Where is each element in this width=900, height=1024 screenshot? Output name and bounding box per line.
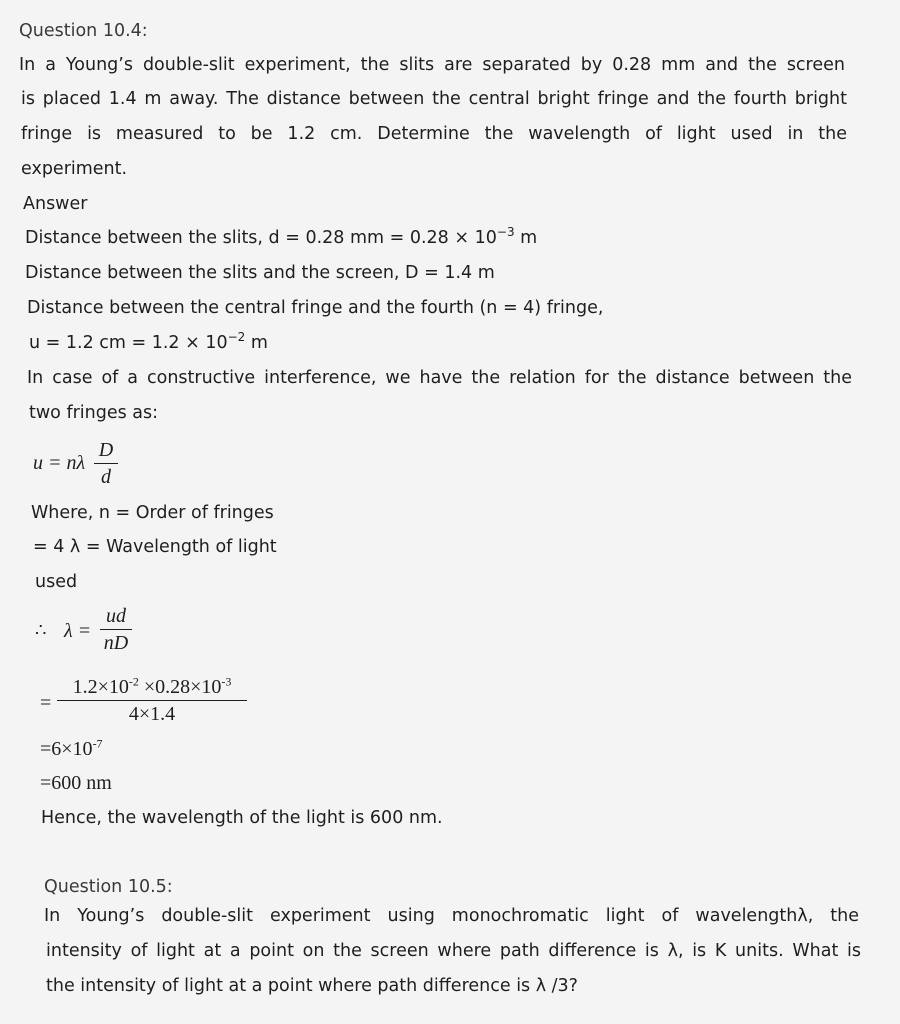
fringe-distance-line: u = 1.2 cm = $1.2 \times 10^{-2}$ m bbox=[29, 330, 268, 353]
slit-distance-line: Distance between the slits, d = 0.28 mm = $0.28 \times 10^{-3}$ m bbox=[25, 225, 538, 248]
question-text-line-1: In a Young’s double-slit experiment, the slits are separated by 0.28 mm and the screen bbox=[19, 55, 845, 75]
formula-fringe-distance-fraction: D d bbox=[94, 438, 118, 489]
therefore-symbol: ∴ bbox=[35, 620, 47, 640]
relation-text-line-1: In case of a constructive interference, we have the relation for the distance between the bbox=[27, 368, 852, 388]
order-value-line: = 4 λ = Wavelength of light bbox=[33, 537, 277, 557]
question-2-text-line-2: intensity of light at a point on the screen where path difference is λ, is K units. What is bbox=[46, 941, 861, 961]
formula-wavelength-lhs: λ = bbox=[64, 620, 92, 642]
formula-substitution-fraction: $1.2\times 10^{-2} \times 0.28\times 10^{-3}$ 4×1.4 bbox=[57, 675, 247, 726]
question-heading-2: Question 10.5: bbox=[44, 877, 173, 897]
screen-distance-line: Distance between the slits and the screen, D = 1.4 m bbox=[25, 263, 495, 283]
question-text-line-2: is placed 1.4 m away. The distance between the central bright fringe and the fourth bright bbox=[21, 89, 847, 109]
question-text-line-3: fringe is measured to be 1.2 cm. Determine the wavelength of light used in the bbox=[21, 124, 847, 144]
question-heading: Question 10.4: bbox=[19, 21, 148, 41]
formula-substitution-equals: = bbox=[40, 692, 52, 714]
question-2-text-line-1: In Young’s double-slit experiment using monochromatic light of wavelengthλ, the bbox=[44, 906, 859, 926]
where-line: Where, n = Order of fringes bbox=[31, 503, 274, 523]
fringe-distance-intro: Distance between the central fringe and the fourth (n = 4) fringe, bbox=[27, 298, 604, 318]
formula-wavelength-fraction: ud nD bbox=[100, 604, 132, 655]
question-text-line-4: experiment. bbox=[21, 159, 128, 179]
used-line: used bbox=[35, 572, 78, 592]
conclusion-line: Hence, the wavelength of the light is 600 nm. bbox=[41, 808, 443, 828]
result-nanometers: =600 nm bbox=[40, 772, 112, 794]
question-2-text-line-3: the intensity of light at a point where path difference is λ /3? bbox=[46, 976, 578, 996]
relation-text-line-2: two fringes as: bbox=[29, 403, 159, 423]
answer-label: Answer bbox=[23, 194, 88, 214]
formula-fringe-distance: u = nλ bbox=[33, 452, 86, 474]
result-scientific: $=6\times 10^{-7}$ bbox=[40, 736, 103, 760]
